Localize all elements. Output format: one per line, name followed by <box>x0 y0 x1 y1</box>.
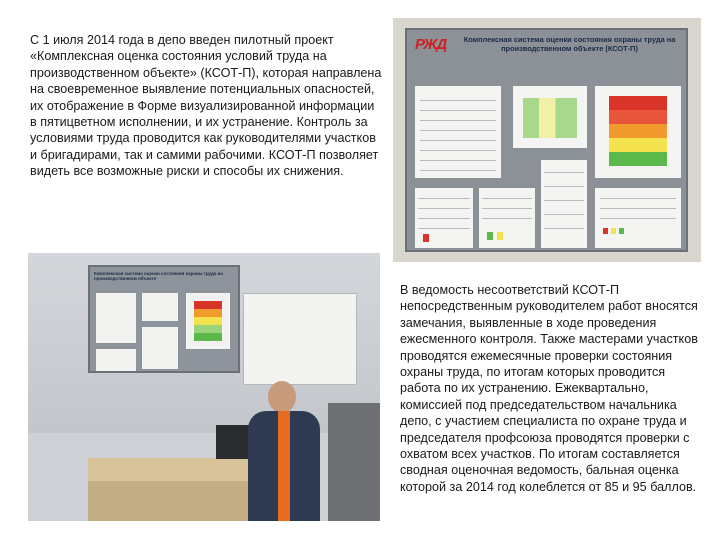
board-title: Комплексная система оценки состояния охраны труда на производственном объекте (КСОТ-П) <box>463 35 676 53</box>
board-sheet <box>541 160 587 248</box>
office-photo <box>28 253 380 521</box>
detail-paragraph: В ведомость несоответствий КСОТ-П непосредственным руководителем работ вносятся замечания, выявленные в ходе проведения ежесменного контроля. Также мастерами участков проводятся ежемесячные проверки состояния охраны труда, по итогам которых проводится работа по их устранению. Ежеквартально, комиссией под председательством начальника депо, с участием специалиста по охране труда и председателя профсоюза проводятся проверки с охватом всех участков. По итогам составляется сводная оценочная ведомость, бальная оценка которой за 2014 год колеблется от 85 и 95 баллов. <box>400 283 698 494</box>
board-sheet <box>415 188 473 248</box>
board-sheet <box>415 86 501 178</box>
board-photo <box>393 18 701 262</box>
board-sheet <box>595 188 681 248</box>
equipment-rack <box>328 403 380 521</box>
wall-chart <box>243 293 357 385</box>
info-board <box>405 28 688 252</box>
board-sheet <box>479 188 535 248</box>
worker-body <box>248 411 320 521</box>
worker-head <box>268 381 296 413</box>
office-board-title: Комплексная система оценки состояния охраны труда на производственном объекте <box>94 271 223 281</box>
intro-paragraph: С 1 июля 2014 года в депо введен пилотный проект «Комплексная оценка состояния условий труда на производственном объекте» (КСОТ-П), которая направлена на своевременное выявление потенциальных опасностей, их отображение в Форме визуализированной информации в пятицветном исполнении, и их устранение. Контроль за условиями труда проводится как руководителями участков и бригадирами, так и самими рабочими. КСОТ-П позволяет видеть все возможные риски и способы их снижения. <box>30 33 382 179</box>
board-heat-sheet <box>595 86 681 178</box>
rzd-logo: РЖД <box>415 36 447 53</box>
office-info-board <box>88 265 240 373</box>
board-chart-sheet <box>513 86 587 148</box>
